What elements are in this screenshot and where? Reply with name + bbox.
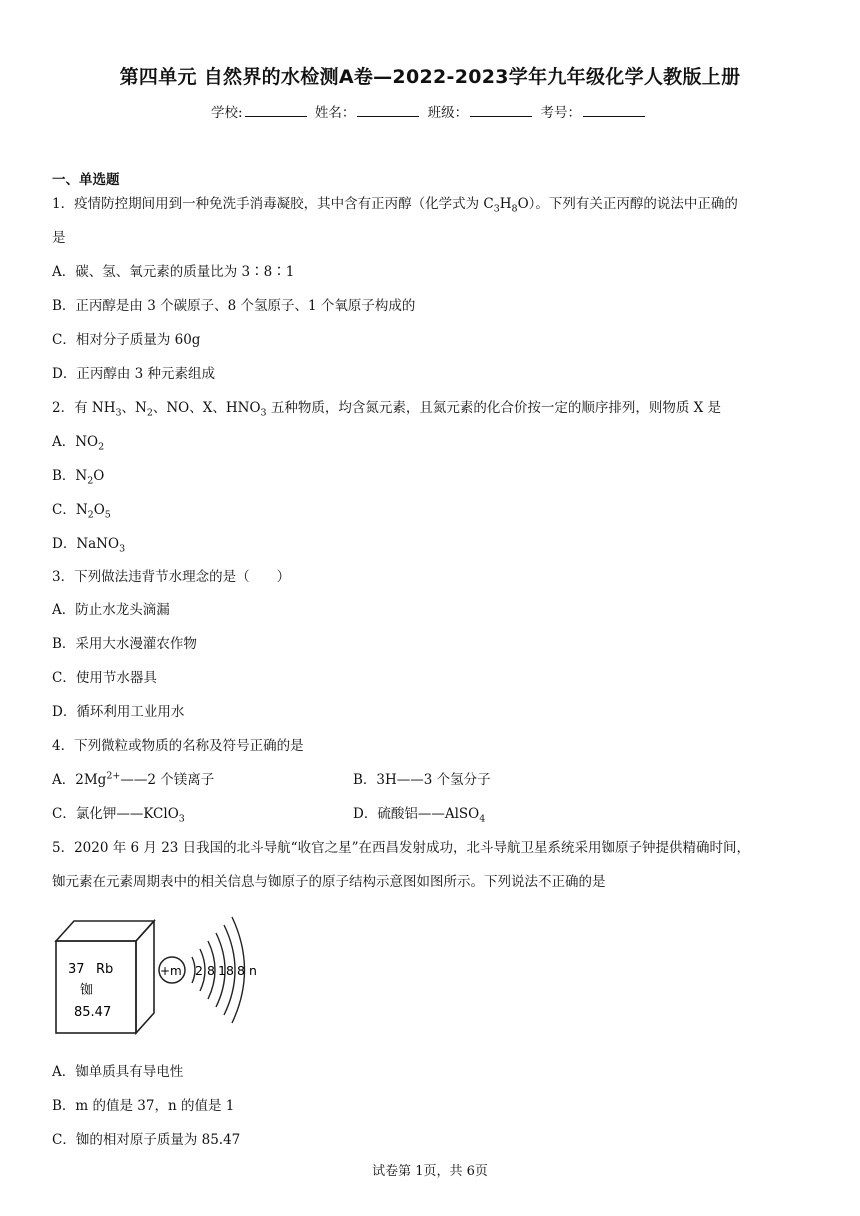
section-heading: 一、单选题 (52, 172, 120, 188)
shell-3-count: 18 (218, 963, 234, 978)
name-field[interactable] (315, 101, 424, 121)
q3-option-a[interactable]: A．防止水龙头滴漏 (52, 602, 170, 618)
shell-1-count: 2 (195, 963, 203, 978)
q2-stem: 2．有 $NH_3$、$N_2$、NO、X、$HNO_3$ 五种物质，均含氮元素，且氮元素的化合价按一定的顺序排列，则物质 X 是 (52, 400, 722, 419)
q1-option-d[interactable]: D．正丙醇由 3 种元素组成 (52, 366, 215, 382)
q5-option-b[interactable]: B．m 的值是 37，n 的值是 1 (52, 1098, 235, 1114)
shell-5-count: n (249, 963, 257, 978)
atomic-mass: 85.47 (74, 1005, 112, 1020)
school-field[interactable] (211, 101, 311, 121)
q1-option-a[interactable]: A．碳、氢、氧元素的质量比为 3∶8∶1 (52, 264, 295, 280)
class-blank[interactable] (470, 104, 532, 117)
q4-option-d[interactable]: D．硫酸铝——AlSO$_4$ (353, 806, 486, 825)
q3-stem: 3．下列做法违背节水理念的是（ ） (52, 569, 291, 585)
name-label: 姓名： (314, 105, 356, 121)
nucleus-charge: +m (160, 964, 182, 978)
q4-stem: 4．下列微粒或物质的名称及符号正确的是 (52, 738, 304, 754)
student-info-line (0, 101, 860, 121)
q2-option-d[interactable]: D．NaNO$_3$ (52, 536, 126, 555)
element-name: 铷 (80, 983, 94, 998)
shell-2-count: 8 (207, 963, 215, 978)
element-symbol: Rb (96, 962, 114, 977)
q5-option-a[interactable]: A．铷单质具有导电性 (52, 1064, 184, 1080)
q3-option-d[interactable]: D．循环利用工业用水 (52, 704, 185, 720)
shell-4-count: 8 (237, 963, 245, 978)
q5-stem-line1: 5．2020 年 6 月 23 日我国的北斗导航“收官之星”在西昌发射成功，北斗导航卫星系统采用铷原子钟提供精确时间， (52, 840, 750, 856)
q4-option-b[interactable]: B．3H——3 个氢分子 (353, 772, 491, 788)
q5-stem-line2: 铷元素在元素周期表中的相关信息与铷原子的原子结构示意图如图所示。下列说法不正确的是 (52, 874, 606, 890)
school-label: 学校: (211, 105, 243, 121)
q4-option-a[interactable]: A．$2Mg^{2+}——2$ 个镁离子 (52, 770, 215, 788)
exam-title: 第四单元 自然界的水检测A卷—2022-2023学年九年级化学人教版上册 (119, 66, 741, 88)
q1-option-c[interactable]: C．相对分子质量为 60g (52, 332, 201, 348)
page-footer: 试卷第 1页，共 6页 (372, 1164, 488, 1179)
q1-stem-line2: 是 (52, 230, 66, 246)
q3-option-b[interactable]: B．采用大水漫灌农作物 (52, 636, 197, 652)
q1-option-b[interactable]: B．正丙醇是由 3 个碳原子、8 个氢原子、1 个氧原子构成的 (52, 298, 416, 314)
name-blank[interactable] (357, 104, 419, 117)
exam-number-blank[interactable] (583, 104, 645, 117)
q5-option-c[interactable]: C．铷的相对原子质量为 85.47 (52, 1132, 241, 1148)
exam-number-field[interactable] (540, 101, 649, 121)
q4-option-c[interactable]: C．氯化钾——KClO$_3$ (52, 806, 185, 825)
class-field[interactable] (428, 101, 537, 121)
exam-number-label: 考号： (540, 105, 581, 121)
atom-diagram (159, 917, 257, 1023)
q1-stem-line1: 1．疫情防控期间用到一种免洗手消毒凝胶，其中含有正丙醇（化学式为 $C_3H_8O$）。下列有关正丙醇的说法中正确的 (52, 196, 738, 215)
q3-option-c[interactable]: C．使用节水器具 (52, 670, 157, 686)
atomic-number: 37 (68, 962, 85, 977)
q2-option-c[interactable]: C．$N_2O_5$ (52, 502, 111, 521)
school-blank[interactable] (245, 104, 307, 117)
rubidium-figure (52, 903, 282, 1038)
q2-option-a[interactable]: A．$NO_2$ (52, 434, 105, 453)
q2-option-b[interactable]: B．$N_2O$ (52, 468, 105, 487)
class-label: 班级： (427, 105, 469, 121)
